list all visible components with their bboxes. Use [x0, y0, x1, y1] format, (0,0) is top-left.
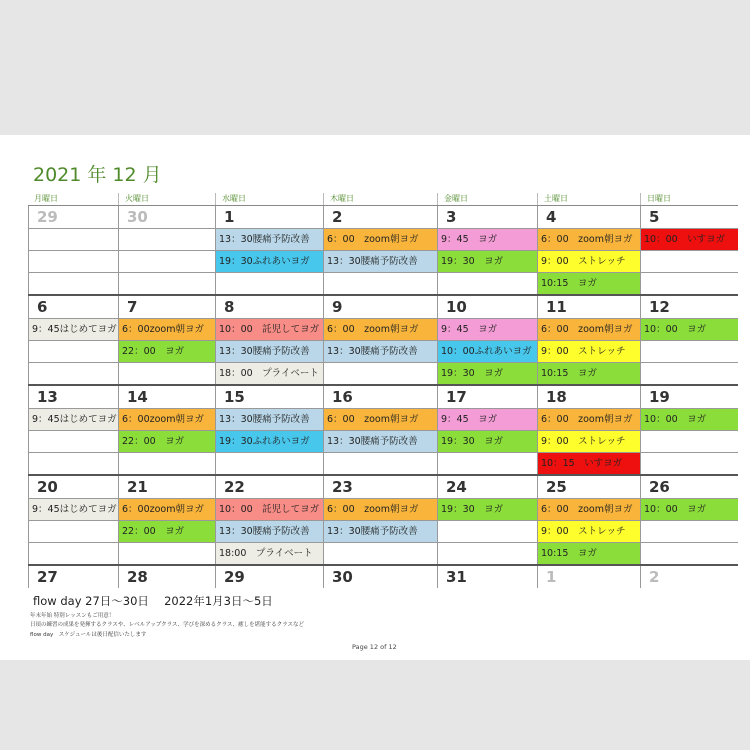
day-number: 8 — [224, 298, 235, 316]
week-row — [28, 296, 738, 386]
empty-slot — [29, 250, 118, 272]
day-number: 14 — [127, 388, 148, 406]
day-number: 31 — [446, 568, 467, 586]
day-number: 7 — [127, 298, 138, 316]
class-slot: 10：00 ヨガ — [641, 318, 738, 340]
class-slot: 19：30 ヨガ — [438, 250, 537, 272]
day-cell — [215, 296, 323, 384]
empty-slot — [641, 272, 738, 294]
class-slot: 9：45はじめてヨガ — [29, 318, 118, 340]
empty-slot — [29, 228, 118, 250]
class-slot: 6：00 zoom朝ヨガ — [324, 498, 437, 520]
day-cell — [323, 386, 437, 474]
calendar-title: 2021 年 12 月 — [33, 164, 162, 186]
day-number: 13 — [37, 388, 58, 406]
day-cell — [118, 206, 215, 294]
day-cell — [323, 476, 437, 564]
weekday-sun: 日曜日 — [640, 193, 738, 205]
day-cell — [215, 386, 323, 474]
day-cell — [118, 386, 215, 474]
day-number: 23 — [332, 478, 353, 496]
empty-slot — [119, 542, 215, 564]
day-cell — [28, 386, 118, 474]
week-row — [28, 476, 738, 566]
empty-slot — [29, 520, 118, 542]
calendar-grid — [28, 193, 738, 588]
last-week-row — [28, 566, 738, 588]
day-number: 26 — [649, 478, 670, 496]
day-cell — [323, 296, 437, 384]
class-slot: 6：00zoom朝ヨガ — [119, 408, 215, 430]
day-cell — [215, 476, 323, 564]
class-slot: 10：15 いすヨガ — [538, 452, 640, 474]
weekday-wed: 水曜日 — [215, 193, 323, 205]
day-number: 2 — [332, 208, 343, 226]
day-cell — [640, 206, 738, 294]
day-number: 12 — [649, 298, 670, 316]
empty-slot — [641, 362, 738, 384]
day-number: 1 — [224, 208, 235, 226]
day-cell — [437, 296, 537, 384]
day-number: 2 — [649, 568, 660, 586]
day-cell — [215, 206, 323, 294]
class-slot: 9：45 ヨガ — [438, 318, 537, 340]
class-slot: 13：30腰痛予防改善 — [324, 250, 437, 272]
weekday-sat: 土曜日 — [537, 193, 640, 205]
day-cell — [28, 296, 118, 384]
empty-slot — [29, 340, 118, 362]
flow-day-note: flow day 27日～30日 2022年1月3日～5日 — [33, 594, 273, 608]
class-slot: 13：30腰痛予防改善 — [216, 408, 323, 430]
empty-slot — [641, 452, 738, 474]
page-number: Page 12 of 12 — [352, 643, 397, 651]
day-number: 27 — [37, 568, 58, 586]
class-slot: 9：00 ストレッチ — [538, 520, 640, 542]
day-cell — [537, 296, 640, 384]
day-number: 9 — [332, 298, 343, 316]
day-number: 19 — [649, 388, 670, 406]
empty-slot — [641, 520, 738, 542]
empty-slot — [119, 228, 215, 250]
class-slot: 13：30腰痛予防改善 — [324, 340, 437, 362]
class-slot: 6：00zoom朝ヨガ — [119, 318, 215, 340]
empty-slot — [216, 272, 323, 294]
day-cell — [437, 206, 537, 294]
class-slot: 13：30腰痛予防改善 — [324, 520, 437, 542]
day-cell — [118, 566, 215, 588]
class-slot: 19：30 ヨガ — [438, 430, 537, 452]
class-slot: 13：30腰痛予防改善 — [324, 430, 437, 452]
class-slot: 6：00 zoom朝ヨガ — [538, 318, 640, 340]
day-cell — [437, 386, 537, 474]
day-cell — [28, 566, 118, 588]
class-slot: 22：00 ヨガ — [119, 520, 215, 542]
class-slot: 22：00 ヨガ — [119, 340, 215, 362]
class-slot: 10：00 ヨガ — [641, 408, 738, 430]
class-slot: 13：30腰痛予防改善 — [216, 340, 323, 362]
class-slot: 10：00 ヨガ — [641, 498, 738, 520]
empty-slot — [119, 250, 215, 272]
empty-slot — [641, 542, 738, 564]
day-number: 1 — [546, 568, 557, 586]
class-slot: 19：30ふれあいヨガ — [216, 430, 323, 452]
week-row — [28, 206, 738, 296]
day-number: 5 — [649, 208, 660, 226]
empty-slot — [29, 452, 118, 474]
day-cell — [640, 386, 738, 474]
class-slot: 19：30 ヨガ — [438, 498, 537, 520]
day-number: 17 — [446, 388, 467, 406]
day-cell — [640, 296, 738, 384]
empty-slot — [216, 452, 323, 474]
weekday-header — [28, 193, 738, 206]
day-cell — [215, 566, 323, 588]
weeks-container — [28, 206, 738, 566]
empty-slot — [119, 272, 215, 294]
class-slot: 6：00 zoom朝ヨガ — [538, 228, 640, 250]
day-cell — [323, 566, 437, 588]
empty-slot — [438, 272, 537, 294]
class-slot: 6：00 zoom朝ヨガ — [324, 408, 437, 430]
class-slot: 9：00 ストレッチ — [538, 430, 640, 452]
class-slot: 10：00 いすヨガ — [641, 228, 738, 250]
day-number: 10 — [446, 298, 467, 316]
class-slot: 9：45 ヨガ — [438, 228, 537, 250]
day-number: 15 — [224, 388, 245, 406]
empty-slot — [324, 452, 437, 474]
day-number: 30 — [332, 568, 353, 586]
empty-slot — [29, 362, 118, 384]
day-number: 6 — [37, 298, 48, 316]
class-slot: 10：00 託児してヨガ — [216, 498, 323, 520]
day-cell — [537, 206, 640, 294]
day-cell — [118, 476, 215, 564]
class-slot: 19：30 ヨガ — [438, 362, 537, 384]
day-number: 29 — [224, 568, 245, 586]
class-slot: 13：30腰痛予防改善 — [216, 520, 323, 542]
weekday-thu: 木曜日 — [323, 193, 437, 205]
calendar-page — [0, 135, 750, 660]
day-cell — [537, 386, 640, 474]
class-slot: 9：45 ヨガ — [438, 408, 537, 430]
day-cell — [437, 566, 537, 588]
empty-slot — [119, 452, 215, 474]
class-slot: 10:15 ヨガ — [538, 542, 640, 564]
class-slot: 6：00 zoom朝ヨガ — [538, 498, 640, 520]
empty-slot — [29, 430, 118, 452]
class-slot: 22：00 ヨガ — [119, 430, 215, 452]
day-cell — [640, 566, 738, 588]
empty-slot — [438, 520, 537, 542]
day-cell — [28, 206, 118, 294]
class-slot: 10:15 ヨガ — [538, 362, 640, 384]
empty-slot — [438, 542, 537, 564]
day-number: 21 — [127, 478, 148, 496]
class-slot: 6：00zoom朝ヨガ — [119, 498, 215, 520]
weekday-tue: 火曜日 — [118, 193, 215, 205]
class-slot: 6：00 zoom朝ヨガ — [324, 318, 437, 340]
day-number: 3 — [446, 208, 457, 226]
class-slot: 18：00 プライベート — [216, 362, 323, 384]
week-row — [28, 386, 738, 476]
empty-slot — [438, 452, 537, 474]
footer-note-1: 年末年始 特別レッスンもご用意！ — [30, 613, 115, 619]
day-cell — [537, 566, 640, 588]
class-slot: 10:15 ヨガ — [538, 272, 640, 294]
weekday-mon: 月曜日 — [34, 194, 58, 203]
class-slot: 9：45はじめてヨガ — [29, 408, 118, 430]
day-number: 16 — [332, 388, 353, 406]
class-slot: 18:00 プライベート — [216, 542, 323, 564]
day-number: 29 — [37, 208, 58, 226]
empty-slot — [324, 542, 437, 564]
day-cell — [118, 296, 215, 384]
day-cell — [537, 476, 640, 564]
empty-slot — [29, 542, 118, 564]
day-number: 30 — [127, 208, 148, 226]
weekday-fri: 金曜日 — [437, 193, 537, 205]
class-slot: 9：00 ストレッチ — [538, 340, 640, 362]
class-slot: 19：30ふれあいヨガ — [216, 250, 323, 272]
class-slot: 13：30腰痛予防改善 — [216, 228, 323, 250]
day-number: 24 — [446, 478, 467, 496]
day-number: 25 — [546, 478, 567, 496]
day-number: 22 — [224, 478, 245, 496]
class-slot: 10：00ふれあいヨガ — [438, 340, 537, 362]
class-slot: 10：00 託児してヨガ — [216, 318, 323, 340]
empty-slot — [641, 250, 738, 272]
day-cell — [437, 476, 537, 564]
day-cell — [323, 206, 437, 294]
day-cell — [640, 476, 738, 564]
class-slot: 9：45はじめてヨガ — [29, 498, 118, 520]
day-cell — [28, 476, 118, 564]
class-slot: 6：00 zoom朝ヨガ — [324, 228, 437, 250]
day-number: 20 — [37, 478, 58, 496]
day-number: 11 — [546, 298, 567, 316]
class-slot: 6：00 zoom朝ヨガ — [538, 408, 640, 430]
footer-note-3: flow day スケジュールは後日配信いたします — [30, 632, 147, 638]
day-number: 28 — [127, 568, 148, 586]
class-slot: 9：00 ストレッチ — [538, 250, 640, 272]
empty-slot — [324, 362, 437, 384]
day-number: 4 — [546, 208, 557, 226]
empty-slot — [29, 272, 118, 294]
empty-slot — [641, 430, 738, 452]
day-number: 18 — [546, 388, 567, 406]
empty-slot — [119, 362, 215, 384]
empty-slot — [324, 272, 437, 294]
empty-slot — [641, 340, 738, 362]
footer-note-2: 日頃の練習の成果を発揮するクラスや、レベルアップクラス、学びを深めるクラス、癒しを堪能するクラスなど — [30, 622, 305, 628]
